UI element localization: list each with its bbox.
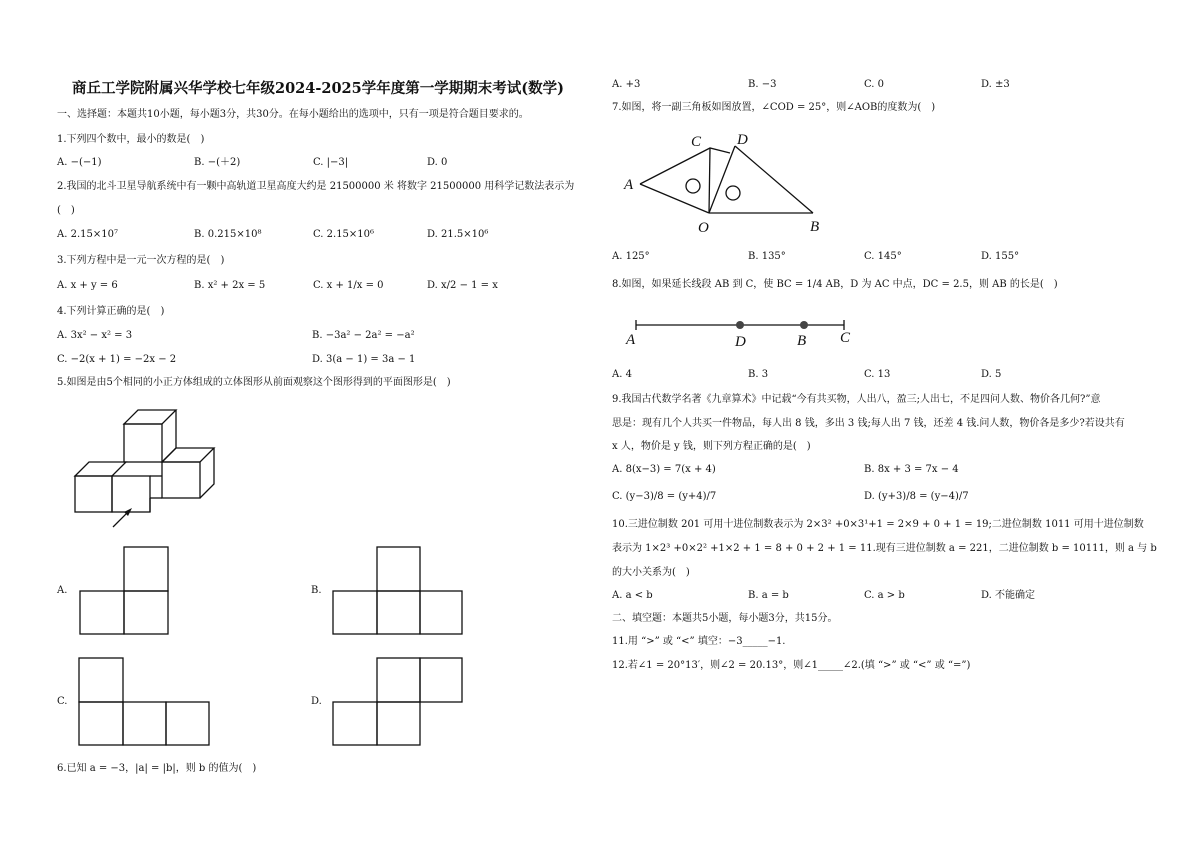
q5-label-b: B. [311,585,322,596]
q5-option-c-figure [79,657,211,747]
q9-line-2: 思是：现有几个人共买一件物品，每人出 8 钱，多出 3 钱;每人出 7 钱，还差 4 钱.问人数，物价各是多少?若设共有 [612,418,1125,429]
q5-label-c: C. [57,696,68,707]
q5-solid-figure [60,400,230,535]
q9-option-a: A. 8(x−3) = 7(x + 4) [612,464,716,475]
q8-option-c: C. 13 [864,369,891,380]
q10-option-b: B. a = b [748,590,789,601]
q4-option-b: B. −3a² − 2a² = −a² [312,330,415,341]
q1-option-b: B. −(＋2) [194,157,241,168]
q1-option-a: A. −(−1) [57,157,102,168]
q6-option-b: B. −3 [748,79,777,90]
q10-line-3: 的大小关系为( ) [612,567,690,578]
q5-label-a: A. [57,585,68,596]
q1-option-d: D. 0 [427,157,448,168]
q7-stem: 7.如图，将一副三角板如图放置，∠COD = 25°，则∠AOB的度数为( ) [612,102,936,113]
q8-point-b: B [797,333,807,349]
q4-option-c: C. −2(x + 1) = −2x − 2 [57,354,177,365]
q6-option-c: C. 0 [864,79,885,90]
q7-option-b: B. 135° [748,251,786,262]
section-fill-heading: 二、填空题：本题共5小题，每小题3分，共15分。 [612,613,838,624]
q9-option-b: B. 8x + 3 = 7x − 4 [864,464,959,475]
q7-option-c: C. 145° [864,251,902,262]
q9-line-3: x 人，物价是 y 钱，则下列方程正确的是( ) [612,441,811,452]
q3-stem: 3.下列方程中是一元一次方程的是( ) [57,255,225,266]
q6-option-a: A. +3 [612,79,641,90]
q10-option-a: A. a < b [612,590,653,601]
q7-point-b: B [810,219,820,235]
q4-option-d: D. 3(a − 1) = 3a − 1 [312,354,416,365]
q7-point-o: O [698,220,709,236]
q2-option-a: A. 2.15×10⁷ [57,229,118,240]
q10-option-d: D. 不能确定 [981,590,1036,601]
q3-option-a: A. x + y = 6 [57,280,118,291]
q9-line-1: 9.我国古代数学名著《九章算术》中记载“今有共买物，人出八，盈三;人出七，不足四问人数、物价各几何?”意 [612,394,1101,405]
q8-option-a: A. 4 [612,369,632,380]
q5-option-a-figure [80,546,170,636]
q4-stem: 4.下列计算正确的是( ) [57,306,165,317]
q7-point-c: C [691,134,702,150]
q2-stem: 2.我国的北斗卫星导航系统中有一颗中高轨道卫星高度大约是 21500000 米 将数字 21500000 用科学记数法表示为 [57,181,575,192]
q2-option-c: C. 2.15×10⁶ [313,229,375,240]
q1-stem: 1.下列四个数中，最小的数是( ) [57,134,205,145]
q5-option-b-figure [333,546,463,636]
q7-option-d: D. 155° [981,251,1020,262]
q6-stem: 6.已知 a = −3，|a| = |b|，则 b 的值为( ) [57,763,257,774]
q9-option-c: C. (y−3)/8 = (y+4)/7 [612,491,717,502]
q6-option-d: D. ±3 [981,79,1010,90]
q10-option-c: C. a > b [864,590,905,601]
q10-line-2: 表示为 1×2³ +0×2² +1×2 + 1 = 8 + 0 + 2 + 1 = 11.现有三进位制数 a = 221，二进位制数 b = 10111，则 a 与 b [612,543,1157,554]
q7-triangles-figure [620,128,840,238]
q8-point-d: D [735,334,746,350]
q8-stem: 8.如图，如果延长线段 AB 到 C，使 BC = 1/4 AB，D 为 AC 中点，DC = 2.5，则 AB 的长是( ) [612,279,1058,290]
q1-option-c: C. |−3| [313,157,349,168]
q2-option-b: B. 0.215×10⁸ [194,229,262,240]
q3-option-d: D. x/2 − 1 = x [427,280,498,291]
q2-stem-bracket: ( ) [57,205,75,216]
q8-option-b: B. 3 [748,369,769,380]
q8-segment-figure [620,312,860,352]
q9-option-d: D. (y+3)/8 = (y−4)/7 [864,491,969,502]
q3-option-b: B. x² + 2x = 5 [194,280,266,291]
q10-line-1: 10.三进位制数 201 可用十进位制数表示为 2×3² +0×3¹+1 = 2×9 + 0 + 1 = 19;二进位制数 1011 可用十进位制数 [612,519,1144,530]
section-choice-heading: 一、选择题：本题共10小题，每小题3分，共30分。在每小题给出的选项中，只有一项是符合题目要求的。 [57,109,529,120]
q8-option-d: D. 5 [981,369,1002,380]
q7-point-a: A [624,177,634,193]
q5-label-d: D. [311,696,322,707]
q5-option-d-figure [333,657,463,747]
q8-point-a: A [626,332,636,348]
q4-option-a: A. 3x² − x² = 3 [57,330,133,341]
q11-stem: 11.用 “>” 或 “<” 填空：−3_____−1. [612,636,786,647]
exam-title: 商丘工学院附属兴华学校七年级2024-2025学年度第一学期期末考试(数学) [72,80,564,97]
q2-option-d: D. 21.5×10⁶ [427,229,489,240]
q5-stem: 5.如图是由5个相同的小正方体组成的立体图形从前面观察这个图形得到的平面图形是( ) [57,377,451,388]
q3-option-c: C. x + 1/x = 0 [313,280,384,291]
q7-option-a: A. 125° [612,251,650,262]
q7-point-d: D [737,132,748,148]
q8-point-c: C [840,330,851,346]
q12-stem: 12.若∠1 = 20°13′，则∠2 = 20.13°，则∠1_____∠2.(填 “>” 或 “<” 或 “=”) [612,660,971,671]
